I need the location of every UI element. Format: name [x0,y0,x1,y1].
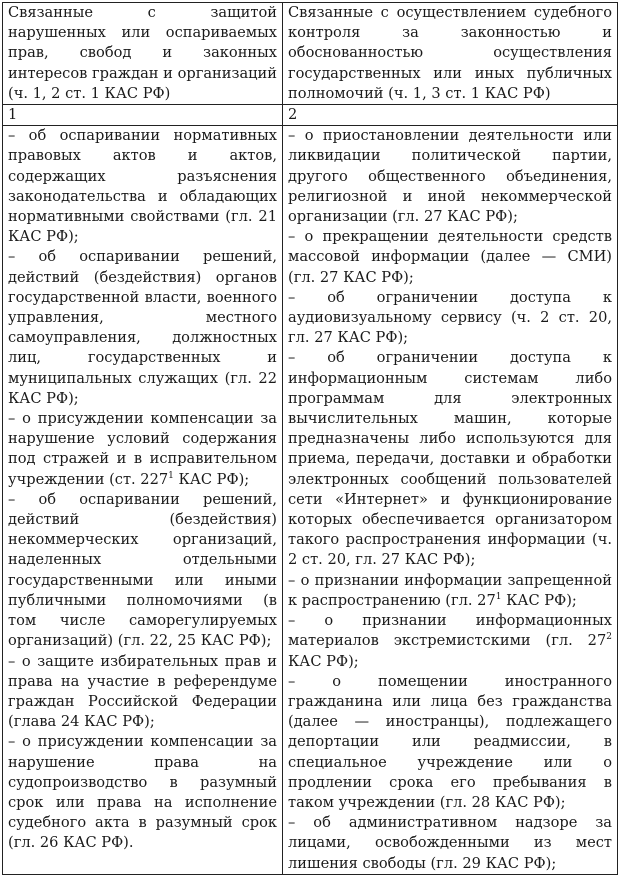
column-header-protection: Связанные с защитой нарушенных или оспариваемых прав, свобод и законных интересов граждан и организаций (ч. 1, 2 ст. 1 КАС РФ) [3,3,283,105]
list-item: – об ограничении доступа к аудиовизуальному сервису (ч. 2 ст. 20, гл. 27 КАС РФ); [288,288,612,347]
list-item: – об оспаривании решений, действий (бездействия) некоммерческих организаций, наделенных отдельными государственными или иными публичными полномочиями (в том числе саморегулируемых организаций) (гл. 22, 25 КАС РФ); [8,490,277,650]
list-item-text: – о присуждении компенсации за нарушение условий содержания под стражей и в исправительном учреждении (ст. 227 [8,410,277,488]
column-header-judicial-control: Связанные с осуществлением судебного контроля за законностью и обоснованностью осуществления государственных или иных публичных полномочий (ч. 1, 3 ст. 1 КАС РФ) [283,3,618,105]
list-item: – об административном надзоре за лицами, освобожденными из мест лишения свободы (гл. 29 КАС РФ); [288,814,612,872]
list-item: – об ограничении доступа к информационным системам либо программам для электронных вычислительных машин, которые предназначены либо используются для приема, передачи, доставки и обработки электронных сообщений пользователей сети «Интернет» и функционирование которых обеспечивается организатором такого распространения информации (ч. 2 ст. 20, гл. 27 КАС РФ); [288,349,612,569]
column-number-row [3,105,618,126]
classification-table [2,2,618,875]
list-item: – о помещении иностранного гражданина или лица без гражданства (далее — иностранцы), подлежащего депортации или реадмиссии, в специальное учреждение или о продлении срока его пребывания в таком учреждении (гл. 28 КАС РФ); [288,672,612,811]
list-item: – о присуждении компенсации за нарушение права на судопроизводство в разумный срок или права на исполнение судебного акта в разумный срок (гл. 26 КАС РФ). [8,733,277,852]
article-superscript: 2 [606,632,612,643]
list-item [8,409,277,490]
list-item-tail: КАС РФ); [501,591,577,609]
header-row [3,3,618,105]
article-superscript: 1 [495,592,502,603]
content-row [3,126,618,875]
right-column-content [283,126,618,875]
article-superscript: 1 [168,470,174,481]
column-number-1: 1 [3,105,283,126]
list-item: – об оспаривании нормативных правовых актов и актов, содержащих разъяснения законодательства и обладающих нормативными свойствами (гл. 21 КАС РФ); [8,127,277,246]
left-column-content [3,126,283,875]
column-number-2: 2 [283,105,618,126]
list-item [288,571,612,611]
list-item: – о приостановлении деятельности или ликвидации политической партии, другого общественного объединения, религиозной и иной некоммерческой организации (гл. 27 КАС РФ); [288,127,612,226]
list-item-tail: КАС РФ); [288,652,359,670]
list-item [288,611,612,672]
list-item: – о защите избирательных прав и права на участие в референдуме граждан Российской Федерации (глава 24 КАС РФ); [8,652,277,731]
list-item: – об оспаривании решений, действий (бездействия) органов государственной власти, военного управления, местного самоуправления, должностных лиц, государственных и муниципальных служащих (гл. 22 КАС РФ); [8,248,277,407]
list-item-text: – о признании информации запрещенной к распространению (гл. 27 [288,571,612,609]
list-item-text: – о признании информационных материалов экстремистскими (гл. 27 [288,612,612,650]
list-item-tail: КАС РФ); [173,470,250,488]
list-item: – о прекращении деятельности средств массовой информации (далее — СМИ) (гл. 27 КАС РФ); [288,228,612,286]
